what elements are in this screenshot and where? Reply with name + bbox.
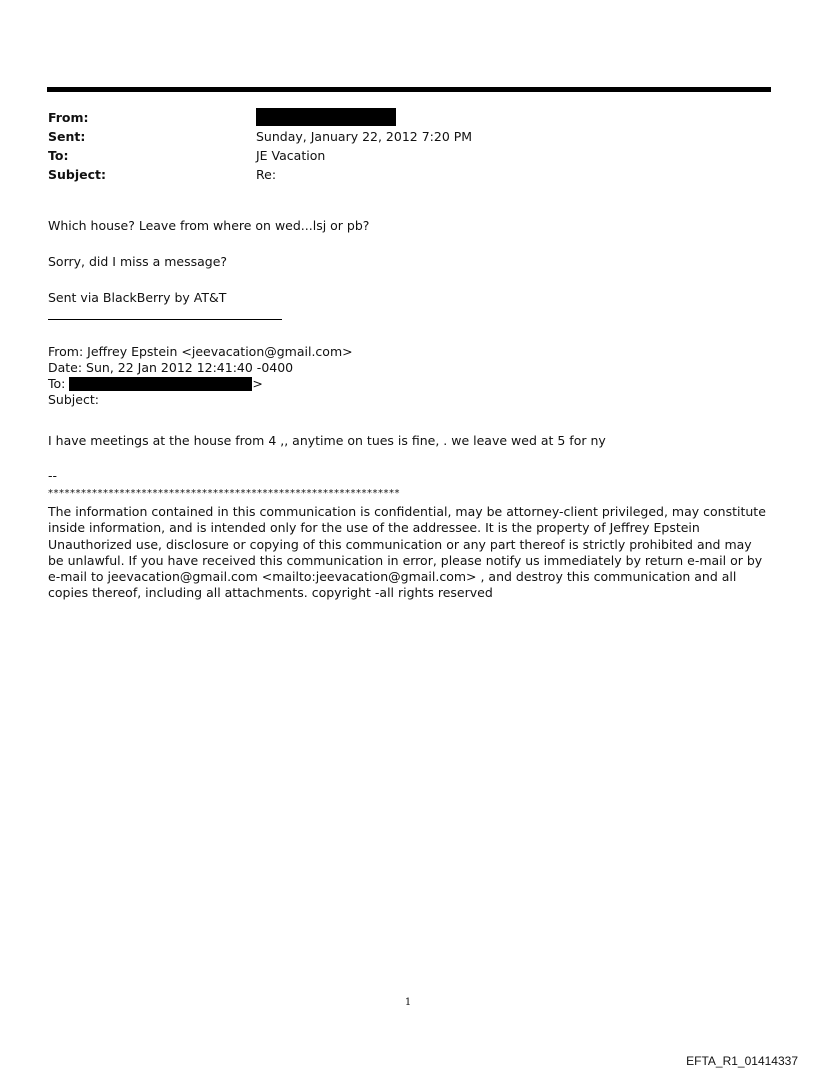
confidentiality-notice: The information contained in this communication is confidential, may be attorney-client privileged, may constitute inside information, and is intended only for the use of the addressee. It is the property of Jeffrey Epstein Unauthorized use, disclosure or copying of this communication or any part thereof is strictly prohibited and may be unlawful. If you have received this communication in error, please notify us immediately by return e-mail or by e-mail to jeevacation@gmail.com <mailto:jeevacation@gmail.com> , and destroy this communication and all copies thereof, including all attachments. copyright -all rights reserved: [48, 504, 766, 601]
subject-label: Subject:: [48, 167, 106, 182]
quoted-to-prefix: To:: [48, 376, 70, 391]
quoted-to: [48, 376, 353, 392]
to-value: JE Vacation: [256, 148, 326, 163]
sent-value: Sunday, January 22, 2012 7:20 PM: [256, 129, 473, 144]
to-label: To:: [48, 148, 69, 163]
redaction-box: [256, 108, 396, 126]
signature-stars: ****************************************************************: [48, 488, 400, 499]
quoted-to-suffix: >: [252, 376, 263, 391]
quote-separator: [48, 319, 282, 320]
document-id: EFTA_R1_01414337: [686, 1054, 798, 1068]
quoted-from: From: Jeffrey Epstein <jeevacation@gmail.com>: [48, 344, 353, 359]
quoted-message: I have meetings at the house from 4 ,, anytime on tues is fine, . we leave wed at 5 for ny: [48, 433, 606, 448]
quoted-subject: Subject:: [48, 392, 99, 407]
subject-row: [48, 165, 472, 184]
email-header: [48, 108, 472, 184]
reply-signature: Sent via BlackBerry by AT&T: [48, 290, 227, 305]
sent-row: [48, 127, 472, 146]
reply-line-1: Which house? Leave from where on wed...lsj or pb?: [48, 218, 370, 233]
to-row: [48, 146, 472, 165]
reply-line-2: Sorry, did I miss a message?: [48, 254, 228, 269]
header-divider: [47, 87, 771, 92]
from-label: From:: [48, 110, 89, 125]
from-row: [48, 108, 472, 127]
quoted-date: Date: Sun, 22 Jan 2012 12:41:40 -0400: [48, 360, 294, 375]
redaction-box: [69, 377, 252, 391]
sent-label: Sent:: [48, 129, 86, 144]
signature-dashes: --: [48, 468, 58, 483]
quoted-header: [48, 344, 353, 408]
subject-value: Re:: [256, 167, 277, 182]
from-value: [256, 108, 396, 127]
page-number: 1: [404, 997, 412, 1008]
